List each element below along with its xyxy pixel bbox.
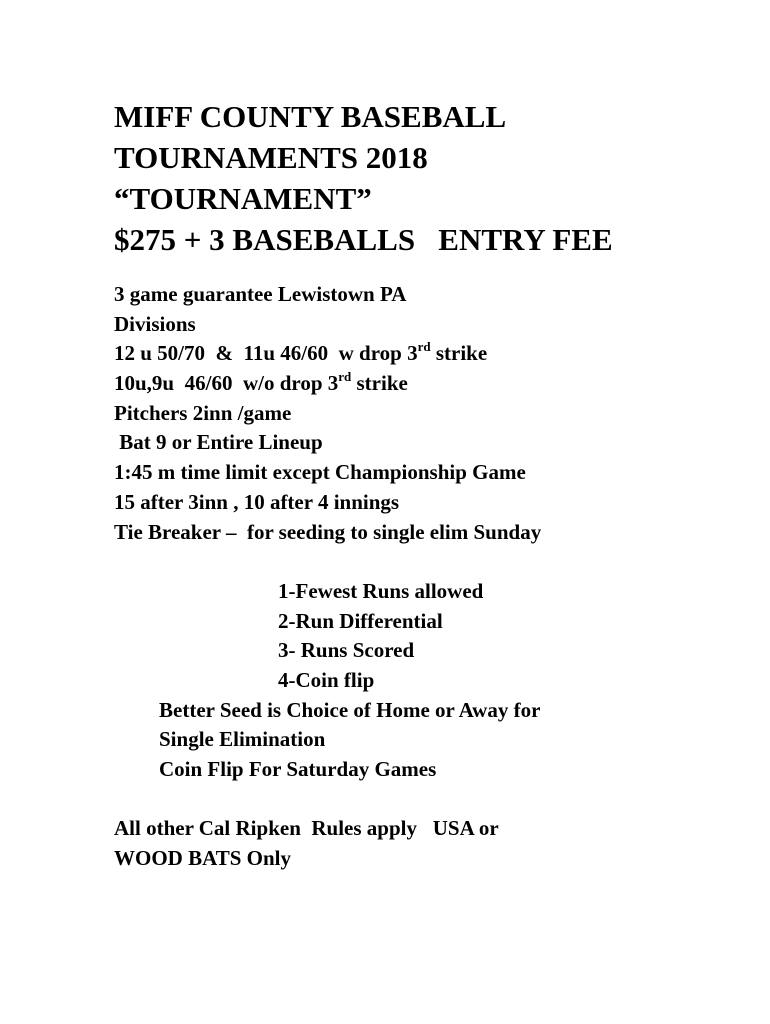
tie-breaker-item: [114, 577, 541, 607]
pitchers-rule: Pitchers 2inn /game: [114, 400, 292, 425]
division-1-suffix: strike: [430, 341, 488, 366]
entry-fee-line: $275 + 3 BASEBALLS ENTRY FEE: [114, 222, 613, 257]
list-number: 3-: [278, 638, 296, 663]
spacer: [114, 785, 541, 815]
tie-breaker-item: [114, 636, 541, 666]
list-text: Runs Scored: [295, 638, 415, 663]
list-text: Fewest Runs allowed: [295, 578, 484, 603]
tournament-details: [114, 280, 541, 874]
spacer: [114, 547, 541, 577]
seed-note-1: Better Seed is Choice of Home or Away for: [159, 697, 541, 722]
bat-rule: Bat 9 or Entire Lineup: [114, 430, 323, 455]
tie-breaker-heading: Tie Breaker – for seeding to single elim Sunday: [114, 519, 542, 544]
mercy-rule: 15 after 3inn , 10 after 4 innings: [114, 489, 400, 514]
footer-line-1: All other Cal Ripken Rules apply USA or: [114, 816, 499, 841]
list-text: Coin flip: [295, 667, 375, 692]
division-1-superscript: rd: [417, 339, 431, 355]
title-line-2: TOURNAMENTS 2018: [114, 140, 428, 175]
list-number: 4-: [278, 667, 296, 692]
tie-breaker-item: [114, 607, 541, 637]
tie-breaker-item: [114, 666, 541, 696]
guarantee-line: 3 game guarantee Lewistown PA: [114, 282, 407, 306]
list-number: 1-: [278, 578, 296, 603]
time-limit-rule: 1:45 m time limit except Championship Game: [114, 460, 526, 485]
division-2-suffix: strike: [351, 371, 408, 396]
footer-line-2: WOOD BATS Only: [114, 846, 291, 871]
division-2-superscript: rd: [338, 369, 352, 385]
division-2-text: 10u,9u 46/60 w/o drop 3: [114, 371, 339, 396]
seed-note-3: Coin Flip For Saturday Games: [159, 757, 437, 781]
list-number: 2-: [278, 608, 296, 633]
divisions-heading: Divisions: [114, 311, 196, 336]
title-block: [114, 96, 613, 260]
title-line-3: “TOURNAMENT”: [114, 181, 372, 216]
list-text: Run Differential: [295, 608, 443, 633]
division-1-text: 12 u 50/70 & 11u 46/60 w drop 3: [114, 341, 418, 366]
seed-note-2: Single Elimination: [159, 727, 326, 752]
title-line-1: MIFF COUNTY BASEBALL: [114, 99, 507, 134]
division-line-1: [114, 339, 541, 369]
division-line-2: [114, 369, 541, 399]
